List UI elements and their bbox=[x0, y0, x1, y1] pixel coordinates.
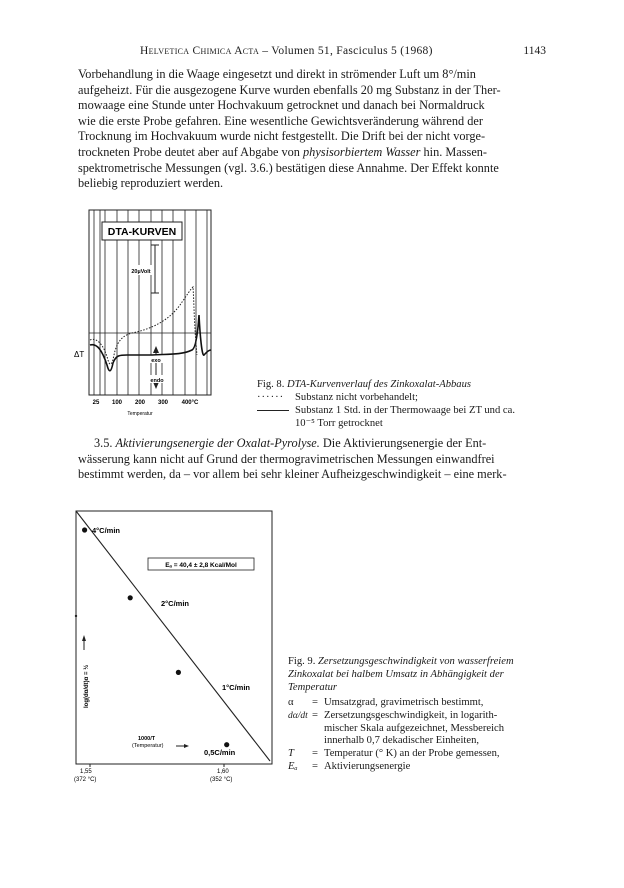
text-span: hin. Massen- bbox=[423, 144, 488, 159]
definition-text: Umsatzgrad, gravimetrisch bestimmt, bbox=[324, 697, 484, 708]
page-number: 1143 bbox=[523, 45, 546, 57]
fig8-legend2-cont: 10⁻⁵ Torr getrocknet bbox=[295, 418, 383, 429]
fig9-xtick-temp: (352 °C) bbox=[210, 777, 233, 783]
fig9-caption-title: Zinkoxalat bei halbem Umsatz in Abhängigkeit der bbox=[288, 669, 504, 680]
point-label: 1°C/min bbox=[222, 683, 251, 692]
text-line bbox=[78, 436, 546, 452]
fig9-caption-title: Zersetzungsgeschwindigkeit von wasserfreiem bbox=[318, 656, 514, 667]
definition-row: Eₐ = Aktivierungsenergie bbox=[288, 761, 506, 774]
definition-text: Aktivierungsenergie bbox=[324, 760, 411, 772]
fig8-scale-label: 20µVolt bbox=[131, 269, 151, 275]
text-line: spektrometrische Messungen (vgl. 3.6.) bestätigen diese Annahme. Der Effekt konnte bbox=[78, 160, 499, 175]
fig8-tick: 300 bbox=[157, 400, 169, 406]
fig8-legend-dotted bbox=[257, 391, 547, 404]
fig9-caption-num: Fig. 9. bbox=[288, 656, 316, 667]
fig9-caption-line bbox=[288, 655, 550, 668]
fig9-xlabel2: (Temperatur) bbox=[132, 743, 164, 749]
text-span: trockneten Probe deutet aber auf Abgabe von bbox=[78, 144, 300, 159]
data-point bbox=[224, 742, 229, 747]
point-label: 4°C/min bbox=[92, 526, 121, 535]
fig9-definitions bbox=[288, 697, 506, 774]
fig9-xlabel: 1000/T bbox=[138, 736, 156, 742]
fig8-legend-solid bbox=[257, 404, 547, 417]
fig8-legend1: Substanz nicht vorbehandelt; bbox=[295, 392, 418, 403]
fig8-exo-label: exo bbox=[151, 358, 161, 364]
definition-row: α = Umsatzgrad, gravimetrisch bestimmt, bbox=[288, 697, 506, 710]
fig9-caption bbox=[288, 655, 550, 774]
journal-line bbox=[140, 45, 433, 57]
section-title: Aktivierungsenergie der Oxalat-Pyrolyse. bbox=[115, 436, 320, 450]
fig8-caption-num: Fig. 8. bbox=[257, 379, 285, 390]
definition-text-line: innerhalb 0,7 dekadischer Einheiten, bbox=[324, 735, 480, 747]
definition-text bbox=[324, 710, 506, 748]
fit-line bbox=[76, 511, 270, 761]
definition-symbol: α bbox=[288, 697, 294, 708]
text-line: Trocknung im Hochvakuum wurde nicht festgestellt. Die Drift bei der nicht vorge- bbox=[78, 129, 486, 144]
data-point bbox=[82, 527, 87, 532]
dotted-line-sample: ······ bbox=[257, 392, 285, 403]
fig8-tick: 25 bbox=[92, 400, 100, 406]
paragraph-2 bbox=[78, 436, 546, 483]
data-point bbox=[176, 670, 181, 675]
definition-text: Temperatur (° K) an der Probe gemessen, bbox=[324, 748, 500, 760]
point-label: 0,5C/min bbox=[204, 748, 236, 757]
fig8-caption-title: DTA-Kurvenverlauf des Zinkoxalat-Abbaus bbox=[287, 379, 472, 390]
fig9-arrhenius-plot bbox=[72, 508, 282, 788]
fig8-title: DTA-KURVEN bbox=[107, 226, 177, 238]
definition-symbol: dα/dt bbox=[288, 710, 308, 721]
fig8-caption-line bbox=[257, 378, 547, 391]
fig9-ylabel: log(dα/dt)α = ½ bbox=[84, 664, 90, 708]
fig8-dta-plot bbox=[72, 205, 232, 420]
definition-symbol: Eₐ bbox=[288, 760, 298, 772]
fig9-xtick: 1,60 bbox=[217, 769, 229, 775]
paragraph-1 bbox=[78, 67, 546, 192]
data-point bbox=[128, 595, 133, 600]
definition-text-line: mischer Skala aufgezeichnet, Messbereich bbox=[324, 722, 505, 734]
solid-line-sample bbox=[257, 404, 295, 417]
section-number: 3.5. bbox=[94, 436, 113, 450]
fig8-caption bbox=[257, 378, 547, 430]
fig9-caption-title: Temperatur bbox=[288, 682, 338, 693]
text-line: wie die erste Probe gefahren. Eine wesentliche Gewichtsveränderung während der bbox=[78, 113, 483, 128]
fig8-tick: 400°C bbox=[181, 400, 199, 406]
fig8-tick: 100 bbox=[111, 400, 123, 406]
fig8-ylabel: ΔT bbox=[74, 350, 85, 359]
point-label: 2°C/min bbox=[161, 599, 190, 608]
journal-name: Helvetica Chimica Acta bbox=[140, 45, 260, 57]
text-span: Die Aktivierungsenergie der Ent- bbox=[322, 436, 487, 450]
journal-volume: – Volumen 51, Fasciculus 5 (1968) bbox=[262, 45, 433, 57]
definition-symbol: T bbox=[288, 748, 294, 760]
text-line bbox=[78, 145, 546, 161]
definition-row: T = Temperatur (° K) an der Probe gemessen, bbox=[288, 748, 506, 761]
text-line: Vorbehandlung in die Waage eingesetzt und direkt in strömender Luft um 8°/min bbox=[78, 67, 476, 81]
text-line: bestimmt werden, da – vor allem bei sehr kleiner Aufheizgeschwindigkeit – eine merk- bbox=[78, 467, 507, 482]
definition-row: dα/dt = Zersetzungsgeschwindigkeit, in logarith- mischer Skala aufgezeichnet, Messbereich innerhalb 0,7 dekadischer Einheiten, bbox=[288, 709, 505, 747]
fig9-xtick-temp: (372 °C) bbox=[74, 777, 97, 783]
fig8-legend2: Substanz 1 Std. in der Thermowaage bei ZT und ca. bbox=[295, 405, 515, 416]
fig8-xlabel: Temperatur bbox=[127, 411, 153, 417]
text-line: mowaage eine Stunde unter Hochvakuum getrocknet und danach bei Normaldruck bbox=[78, 98, 485, 113]
text-line: wässerung kann nicht auf Grund der thermogravimetrischen Messungen einwandfrei bbox=[78, 451, 495, 466]
fig8-endo-label: endo bbox=[150, 378, 164, 384]
emphasis: physisorbiertem Wasser bbox=[303, 144, 421, 159]
fig9-ea-label: Eₐ = 40,4 ± 2,8 Kcal/Mol bbox=[165, 562, 237, 569]
text-line: beliebig reproduziert werden. bbox=[78, 176, 224, 191]
definition-text-line: Zersetzungsgeschwindigkeit, in logarith- bbox=[324, 709, 498, 721]
text-line: aufgeheizt. Für die ausgezogene Kurve wurden ebenfalls 20 mg Substanz in der Ther- bbox=[78, 82, 501, 97]
fig9-xtick: 1,55 bbox=[80, 769, 92, 775]
fig8-tick: 200 bbox=[134, 400, 146, 406]
